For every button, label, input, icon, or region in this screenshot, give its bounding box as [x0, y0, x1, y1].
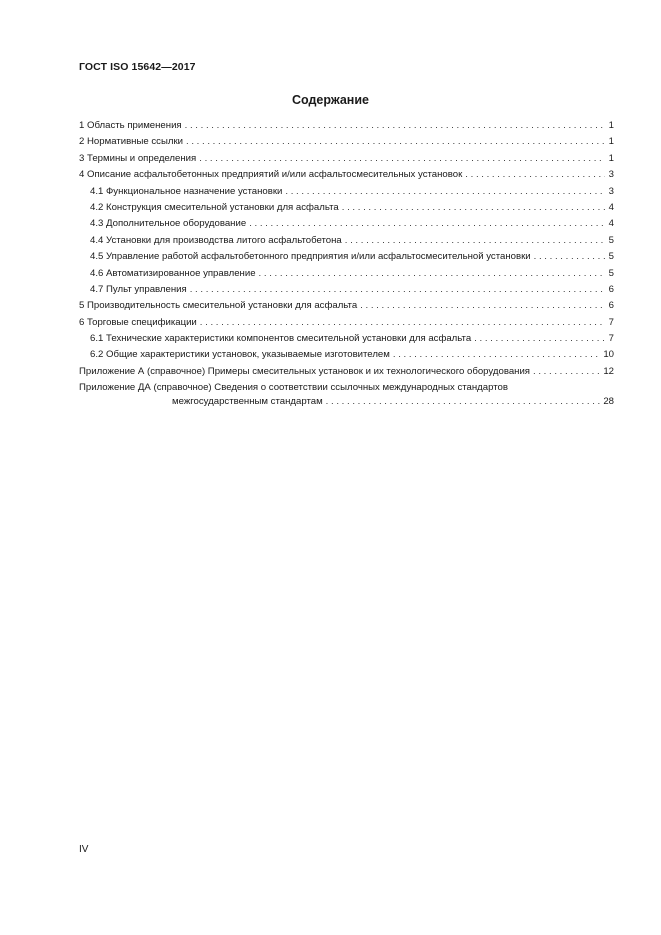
toc-subitem[interactable] — [79, 216, 614, 232]
toc-item-label: 4.2 Конструкция смесительной установки для асфальта — [90, 201, 339, 213]
dot-leader — [199, 151, 605, 167]
toc-title: Содержание — [291, 93, 369, 107]
toc-item-page: 6 — [608, 283, 614, 295]
toc-item-page: 5 — [608, 267, 614, 279]
toc-item-page: 1 — [608, 152, 614, 164]
toc-item[interactable] — [79, 118, 614, 134]
toc-item-page: 7 — [608, 333, 614, 345]
toc-item[interactable] — [79, 134, 614, 150]
toc-item-label: 4.1 Функциональное назначение установки — [90, 185, 283, 197]
toc-subitem[interactable] — [79, 200, 614, 216]
table-of-contents — [79, 118, 614, 410]
toc-subitem[interactable] — [79, 331, 614, 347]
toc-item-page: 7 — [608, 316, 614, 328]
toc-subitem[interactable] — [79, 266, 614, 282]
document-code: ГОСТ ISO 15642—2017 — [79, 61, 196, 73]
toc-item[interactable] — [79, 315, 614, 331]
dot-leader — [393, 347, 600, 363]
toc-item[interactable] — [79, 298, 614, 314]
dot-leader — [326, 394, 601, 410]
toc-item-label: 4.6 Автоматизированное управление — [90, 267, 256, 279]
toc-item-page: 3 — [608, 185, 614, 197]
dot-leader — [285, 184, 605, 200]
dot-leader — [342, 200, 605, 216]
toc-item-page: 5 — [608, 234, 614, 246]
toc-item-page: 6 — [608, 300, 614, 312]
dot-leader — [465, 167, 605, 183]
toc-item-label: 4.4 Установки для производства литого асфальтобетона — [90, 234, 342, 246]
toc-item-label-continued: межгосударственным стандартам — [172, 395, 323, 407]
toc-item-label: 6.2 Общие характеристики установок, указываемые изготовителем — [90, 349, 390, 361]
toc-item-page: 4 — [608, 201, 614, 213]
toc-item-label: 3 Термины и определения — [79, 152, 197, 164]
page-number: IV — [79, 844, 89, 855]
toc-item-label: 6.1 Технические характеристики компонентов смесительной установки для асфальта — [90, 333, 472, 345]
toc-item-label: Приложение А (справочное) Примеры смесительных установок и их технологического оборудования — [79, 365, 531, 377]
dot-leader — [186, 134, 605, 150]
toc-subitem[interactable] — [79, 184, 614, 200]
toc-item-page: 28 — [603, 395, 614, 407]
toc-subitem[interactable] — [79, 282, 614, 298]
toc-item[interactable] — [79, 151, 614, 167]
toc-item-label: Приложение ДА (справочное) Сведения о соответствии ссылочных международных стандартов — [79, 382, 508, 394]
toc-subitem[interactable] — [79, 249, 614, 265]
dot-leader — [190, 282, 605, 298]
toc-item-page: 10 — [603, 349, 614, 361]
toc-item-label: 4.7 Пульт управления — [90, 283, 187, 295]
toc-item-label: 4 Описание асфальтобетонных предприятий и/или асфальтосмесительных установок — [79, 169, 463, 181]
dot-leader — [534, 249, 605, 265]
toc-item-page: 12 — [603, 365, 614, 377]
toc-item-label: 5 Производительность смесительной установки для асфальта — [79, 300, 358, 312]
toc-item-label: 6 Торговые спецификации — [79, 316, 197, 328]
dot-leader — [360, 298, 605, 314]
toc-item-page: 1 — [608, 120, 614, 131]
toc-item-page: 3 — [608, 169, 614, 181]
toc-item[interactable] — [79, 167, 614, 183]
dot-leader — [185, 118, 605, 134]
toc-item-page: 1 — [608, 136, 614, 148]
toc-subitem[interactable] — [79, 347, 614, 363]
toc-item-label: 2 Нормативные ссылки — [79, 136, 184, 148]
toc-item-appendix-da[interactable] — [79, 380, 614, 410]
dot-leader — [259, 266, 605, 282]
toc-subitem[interactable] — [79, 233, 614, 249]
toc-item-label: 1 Область применения — [79, 120, 182, 131]
toc-item-page: 4 — [608, 218, 614, 230]
dot-leader — [345, 233, 605, 249]
toc-item-label: 4.5 Управление работой асфальтобетонного предприятия и/или асфальтосмесительной установки — [90, 251, 531, 263]
dot-leader — [249, 216, 605, 232]
toc-item-label: 4.3 Дополнительное оборудование — [90, 218, 247, 230]
dot-leader — [533, 364, 600, 380]
toc-item-page: 5 — [608, 251, 614, 263]
toc-item[interactable] — [79, 364, 614, 380]
dot-leader — [200, 315, 605, 331]
dot-leader — [474, 331, 605, 347]
